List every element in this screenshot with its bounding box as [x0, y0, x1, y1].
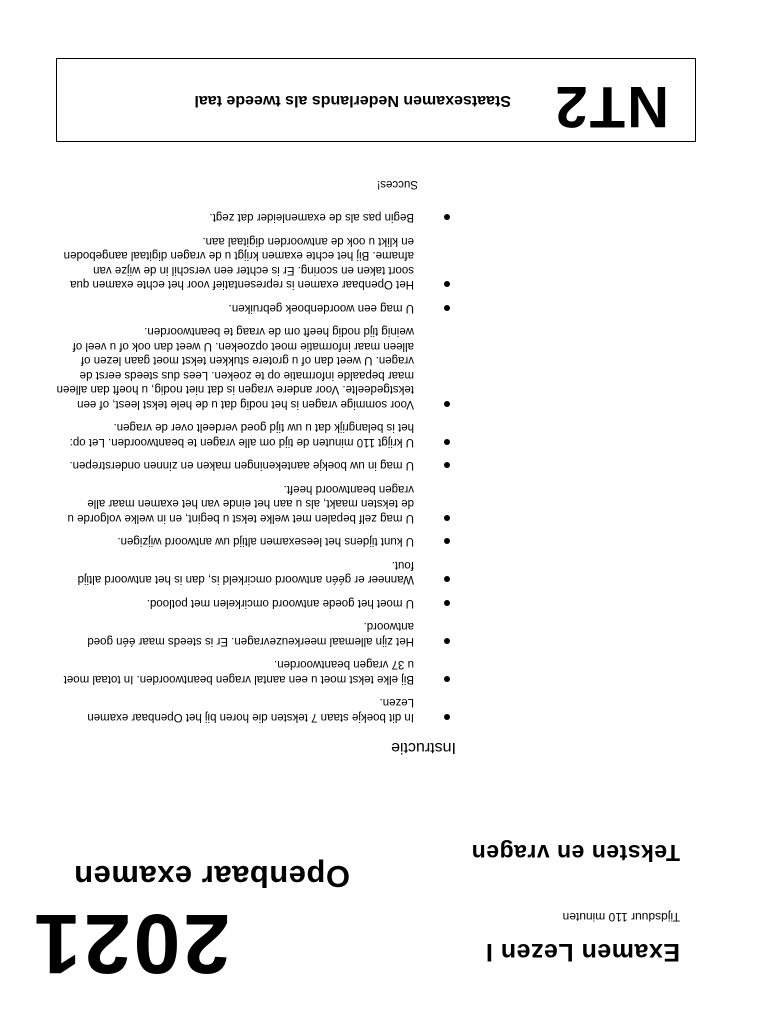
instruction-item	[56, 210, 456, 225]
bullet-icon	[444, 401, 450, 407]
instruction-item	[56, 234, 456, 292]
instruction-item	[56, 324, 456, 411]
bullet-icon	[444, 463, 450, 469]
bullet-icon	[444, 600, 450, 606]
instruction-item	[56, 657, 456, 686]
instruction-text: U krijgt 110 minuten de tijd om alle vragen te beantwoorden. Let op: het is belangrijk dat u uw tijd goed verdeelt over de vragen.	[69, 421, 414, 448]
instruction-item	[56, 420, 456, 449]
bullet-icon	[444, 515, 450, 521]
nt2-header-box	[56, 58, 696, 142]
bullet-icon	[444, 676, 450, 682]
bullet-icon	[444, 215, 450, 221]
instruction-item	[56, 301, 456, 316]
instruction-text: U mag in uw boekje aantekeningen maken en zinnen onderstrepen.	[69, 459, 414, 472]
exam-type: Openbaar examen	[73, 859, 350, 894]
bullet-icon	[444, 282, 450, 288]
instruction-text: Het zijn allemaal meerkeuzevragen. Er is steeds maar één goed antwoord.	[87, 620, 414, 647]
bullet-icon	[444, 577, 450, 583]
bullet-icon	[444, 539, 450, 545]
instructions-heading: Instructie	[391, 739, 456, 756]
instruction-text: U moet het goede antwoord omcirkelen met potlood.	[146, 597, 414, 609]
bullet-icon	[444, 305, 450, 311]
instruction-text: Begin pas als de examenleider dat zegt.	[209, 211, 414, 224]
exam-year: 2021	[31, 897, 230, 991]
instruction-text: In dit boekje staan 7 teksten die horen bij het Openbaar examen Lezen.	[87, 696, 414, 723]
instruction-item	[56, 534, 456, 549]
instruction-text: Voor sommige vragen is het nodig dat u de hele tekst leest, of een tekstgedeelte. Voor andere vragen is dat niet nodig, u hoeft dan alleen maar bepaalde informatie op te zoeken. Lees dus steeds eerst de vragen. U weet dan of u grotere stukken tekst moet gaan lezen of alleen maar informatie moet opzoeken. U weet dan ook of u veel of weinig tijd nodig heeft om de vraag te beantwoorden.	[56, 325, 414, 410]
nt2-logo: NT2	[553, 74, 669, 139]
instruction-text: U mag zelf bepalen met welke tekst u begint, en in welke volgorde u de teksten maakt, als u aan het einde van het examen maar alle vragen beantwoord heeft.	[67, 483, 414, 524]
exam-full-name: Staatsexamen Nederlands als tweede taal	[194, 92, 511, 109]
exam-duration: Tijdsduur 110 minuten	[562, 910, 680, 924]
instruction-item	[56, 619, 456, 648]
exam-name: Examen Lezen I	[485, 938, 680, 966]
instruction-item	[56, 695, 456, 724]
instructions-list	[56, 201, 456, 724]
instruction-item	[56, 482, 456, 526]
instruction-text: Wanneer er géén antwoord omcirkeld is, dan is het antwoord altijd fout.	[77, 559, 414, 586]
bullet-icon	[444, 714, 450, 720]
instruction-text: Bij elke tekst moet u een aantal vragen beantwoorden. In totaal moet u 37 vragen beantwoorden.	[63, 658, 414, 685]
instruction-text: U mag een woordenboek gebruiken.	[228, 302, 414, 314]
instruction-text: Het Openbaar examen is representatief voor het echte examen qua soort taken en scoring. Er is echter een verschil in de wijze van afname. Bij het echte examen krijgt u de vragen digitaal aangeboden en klikt u ook de antwoorden digitaal aan.	[63, 235, 414, 291]
instruction-item	[56, 596, 456, 611]
instruction-item	[56, 458, 456, 473]
bullet-icon	[444, 638, 450, 644]
exam-subtitle: Teksten en vragen	[471, 840, 680, 866]
instruction-item	[56, 558, 456, 587]
instruction-text: U kunt tijdens het leesexamen altijd uw antwoord wijzigen.	[117, 535, 414, 548]
closing-text: Succes!	[377, 178, 418, 190]
bullet-icon	[444, 439, 450, 445]
